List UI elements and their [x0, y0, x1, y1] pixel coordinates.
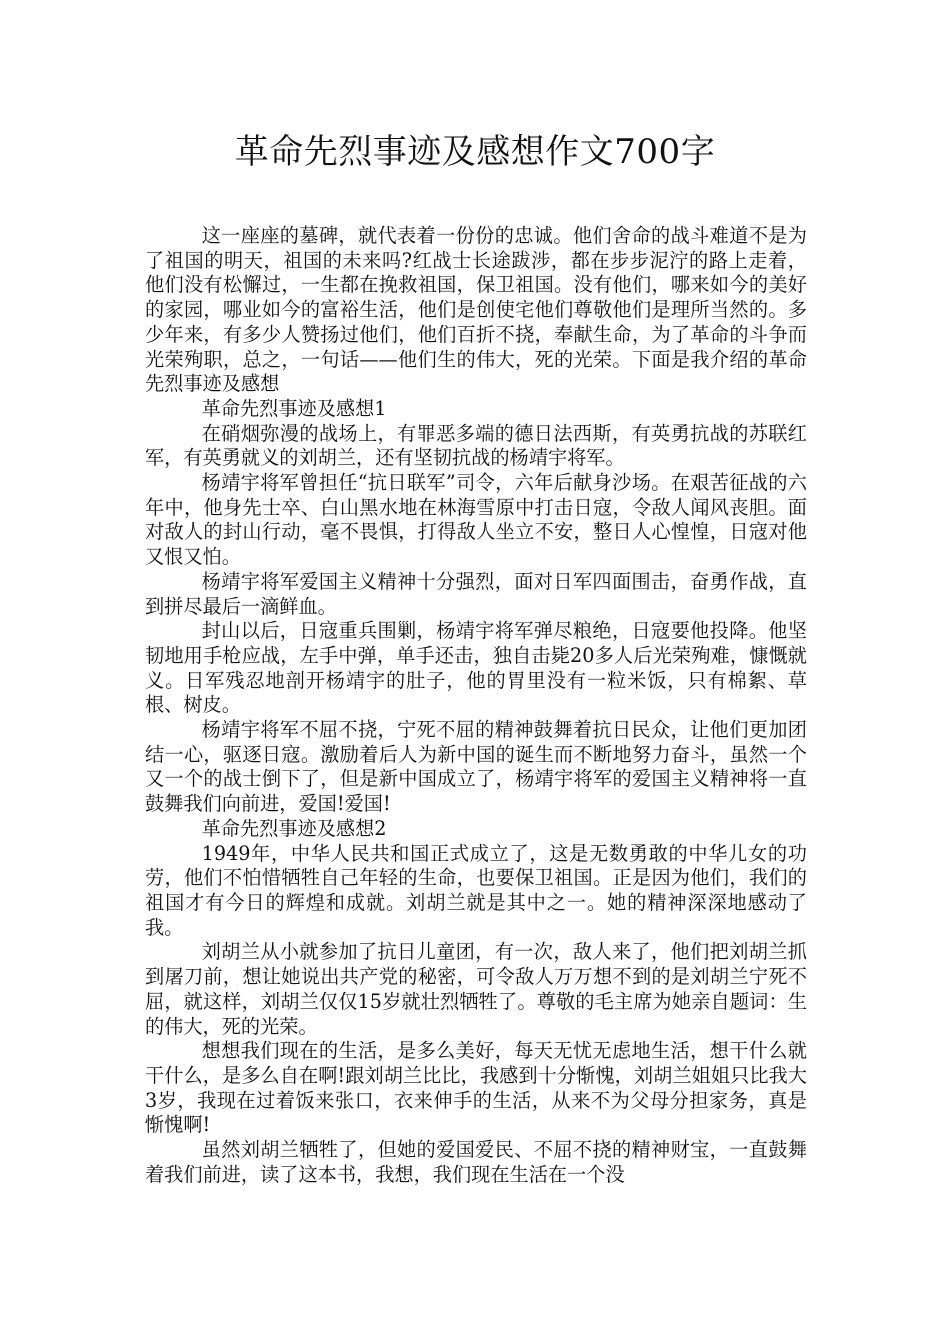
section-heading-1: 革命先烈事迹及感想1 [201, 396, 387, 420]
paragraph: 杨靖宇将军曾担任“抗日联军”司令，六年后献身沙场。在艰苦征战的六年中，他身先士卒、白山黑水地在林海雪原中打击日寇，令敌人闻风丧胆。面对敌人的封山行动，毫不畏惧，打得敌人坐立不安，整日人心惶惶，日寇对他又恨又怕。 [145, 471, 807, 569]
paragraph: 虽然刘胡兰牺牲了，但她的爱国爱民、不屈不挠的精神财宝，一直鼓舞着我们前进，读了这本书，我想，我们现在生活在一个没 [145, 1138, 807, 1186]
paragraph: 杨靖宇将军爱国主义精神十分强烈，面对日军四面围击，奋勇作战，直到拼尽最后一滴鲜血。 [145, 569, 807, 618]
paragraph: 杨靖宇将军不屈不挠，宁死不屈的精神鼓舞着抗日民众，让他们更加团结一心，驱逐日寇。激励着后人为新中国的诞生而不断地努力奋斗，虽然一个又一个的战士倒下了，但是新中国成立了，杨靖宇将军的爱国主义精神将一直鼓舞我们向前进，爱国!爱国! [145, 718, 807, 816]
paragraph: 想想我们现在的生活，是多么美好，每天无忧无虑地生活，想干什么就干什么，是多么自在啊!跟刘胡兰比比，我感到十分惭愧，刘胡兰姐姐只比我大3岁，我现在过着饭来张口，衣来伸手的生活，从来不为父母分担家务，真是惭愧啊! [145, 1039, 807, 1137]
paragraph: 刘胡兰从小就参加了抗日儿童团，有一次，敌人来了，他们把刘胡兰抓到屠刀前，想让她说出共产党的秘密，可令敌人万万想不到的是刘胡兰宁死不屈，就这样，刘胡兰仅仅15岁就壮烈牺牲了。尊敬的毛主席为她亲自题词：生的伟大，死的光荣。 [145, 940, 807, 1038]
paragraph: 在硝烟弥漫的战场上，有罪恶多端的德日法西斯，有英勇抗战的苏联红军，有英勇就义的刘胡兰，还有坚韧抗战的杨靖宇将军。 [145, 421, 807, 470]
section-heading-2: 革命先烈事迹及感想2 [201, 816, 387, 840]
document-title: 革命先烈事迹及感想作文700字 [234, 132, 716, 172]
paragraph: 封山以后，日寇重兵围剿，杨靖宇将军弹尽粮绝，日寇要他投降。他坚韧地用手枪应战，左手中弹，单手还击，独自击毙20多人后光荣殉难，慷慨就义。日军残忍地剖开杨靖宇的肚子，他的胃里没有一粒米饭，只有棉絮、草根、树皮。 [145, 619, 807, 717]
document-body [145, 224, 807, 1187]
paragraph-intro: 这一座座的墓碑，就代表着一份份的忠诚。他们舍命的战斗难道不是为了祖国的明天，祖国的未来吗?红战士长途跋涉，都在步步泥泞的路上走着，他们没有松懈过，一生都在挽救祖国，保卫祖国。没有他们，哪来如今的美好的家园，哪业如今的富裕生活，他们是创使宅他们尊敬他们是理所当然的。多少年来，有多少人赞扬过他们，他们百折不挠，奉献生命，为了革命的斗争而光荣殉职，总之，一句话——他们生的伟大，死的光荣。下面是我介绍的革命先烈事迹及感想 [145, 224, 807, 396]
paragraph: 1949年，中华人民共和国正式成立了，这是无数勇敢的中华儿女的功劳，他们不怕惜牺牲自己年轻的生命，也要保卫祖国。正是因为他们，我们的祖国才有今日的辉煌和成就。刘胡兰就是其中之一。她的精神深深地感动了我。 [145, 841, 807, 939]
